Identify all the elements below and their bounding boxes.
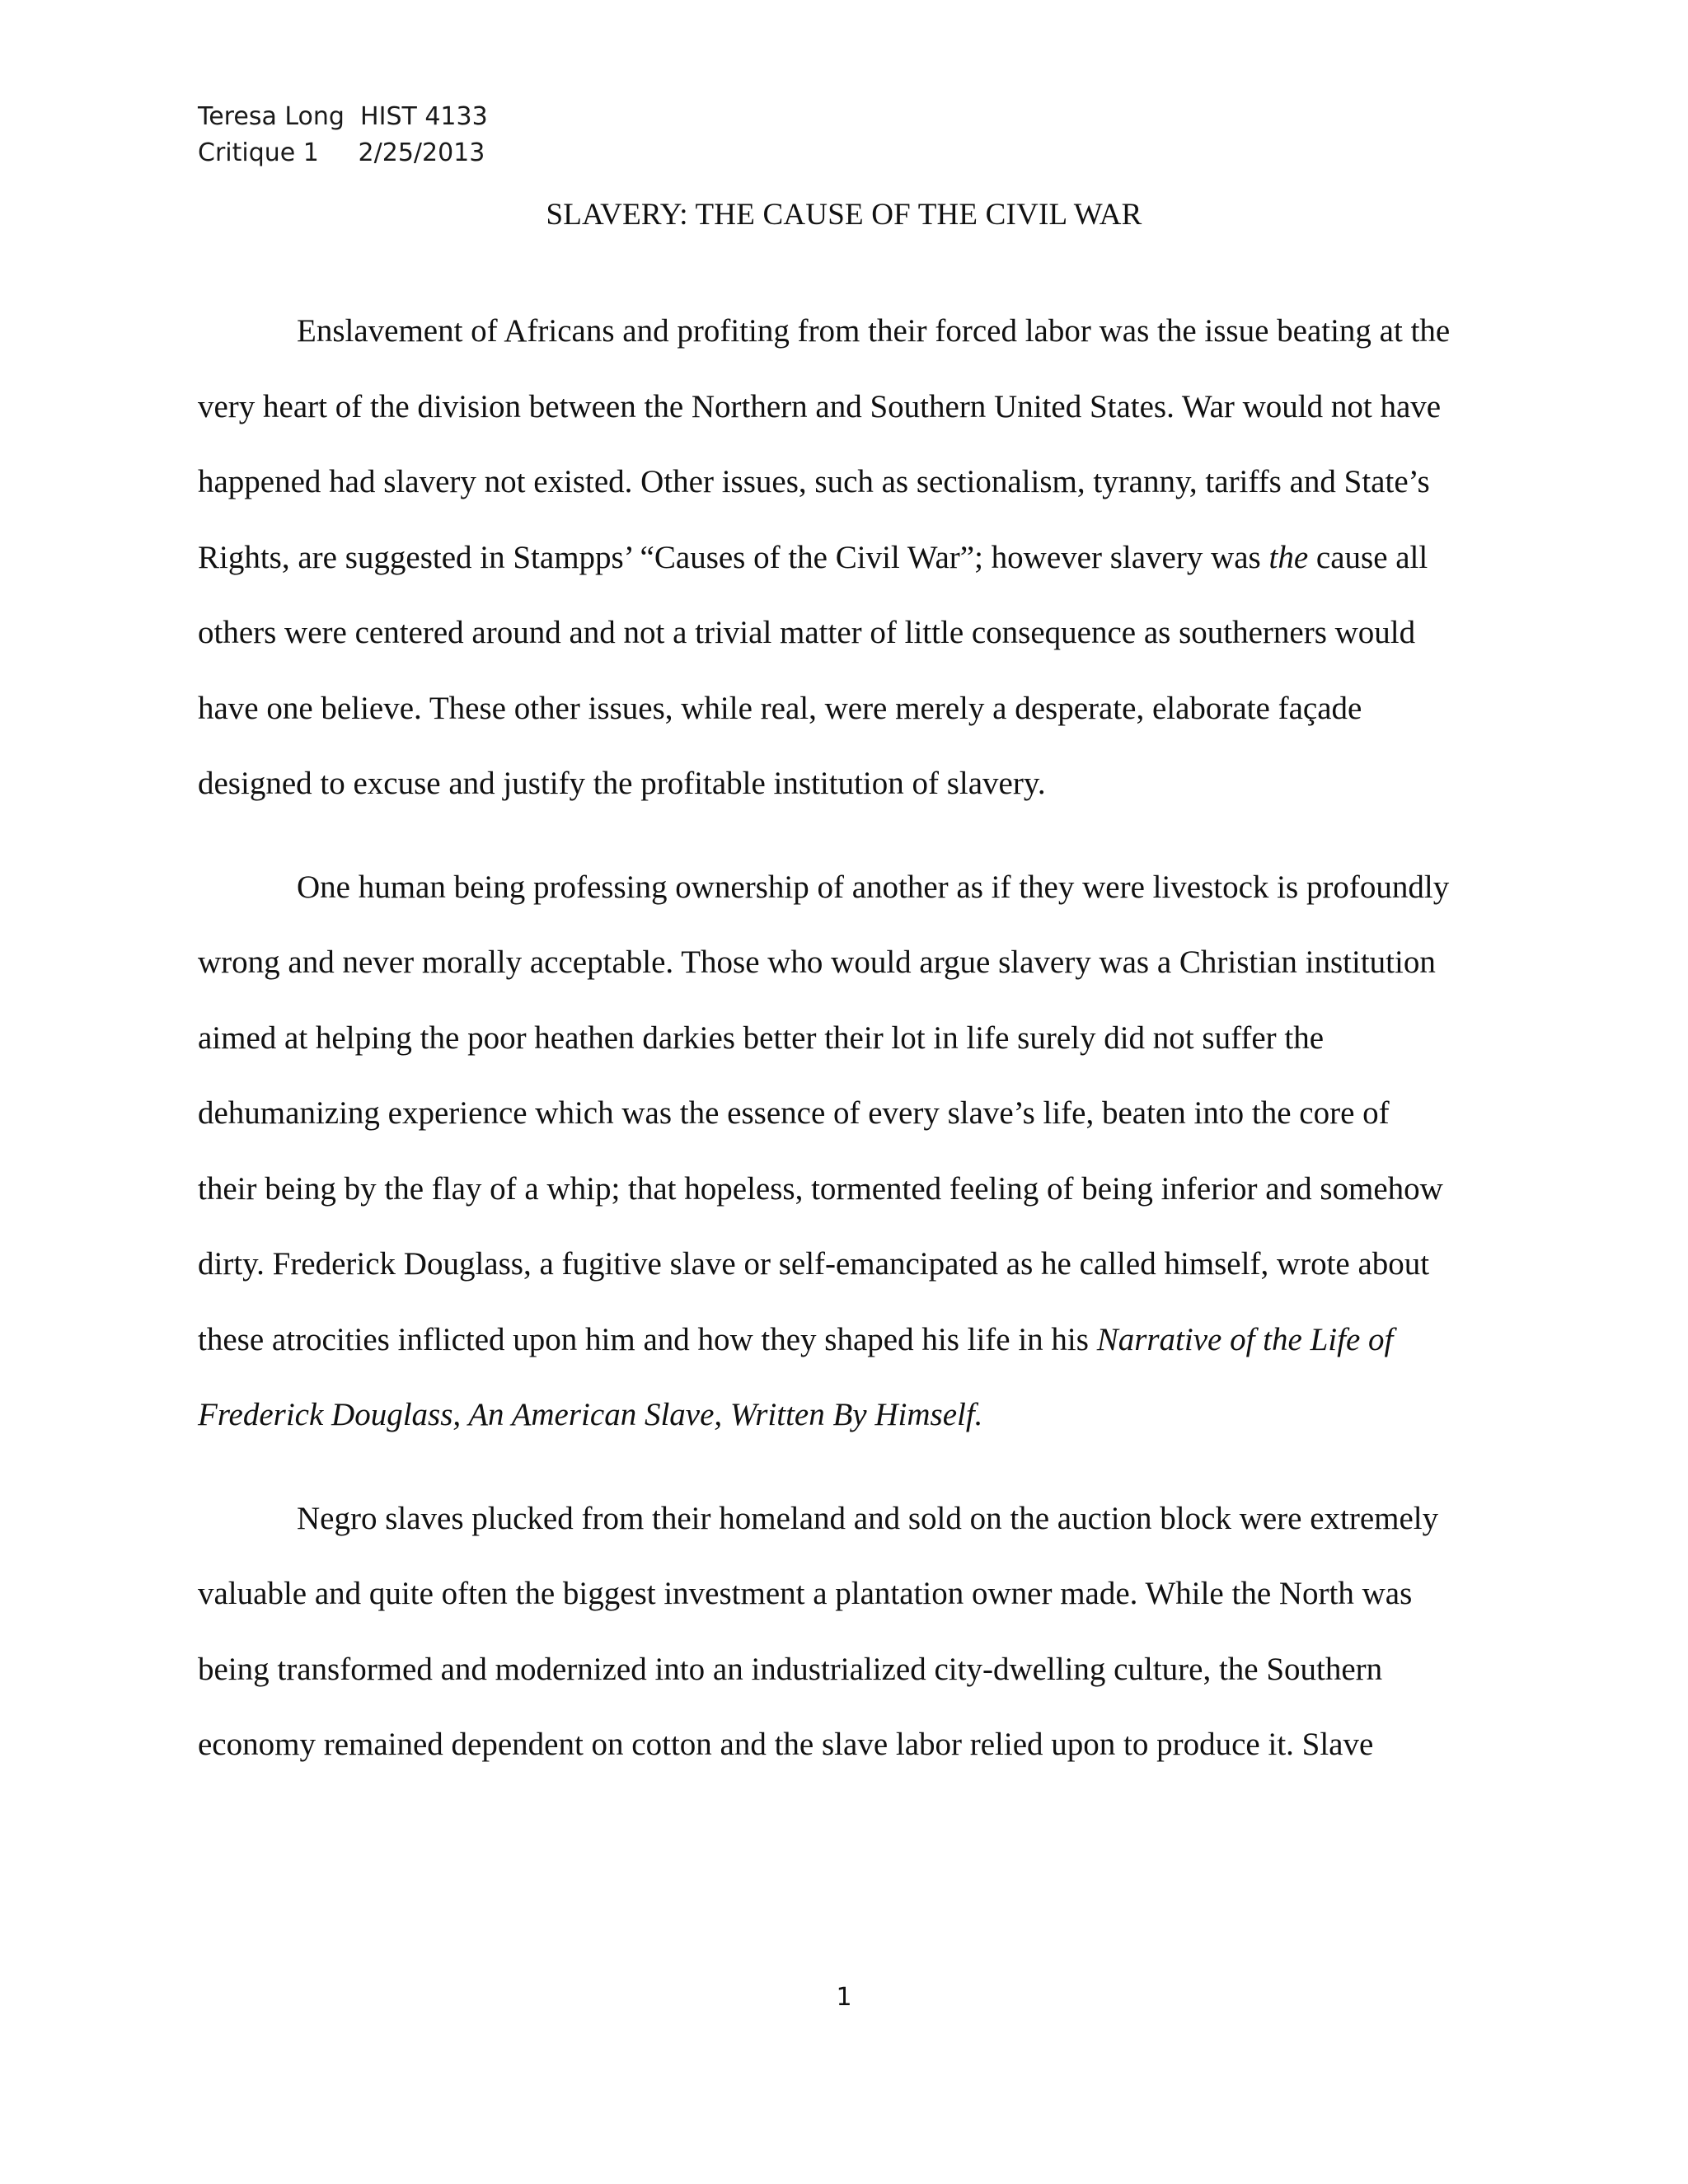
header-author-course: Teresa Long HIST 4133 (198, 102, 488, 131)
book-title-italic: Narrative of the Life of (1096, 1321, 1394, 1357)
paragraph-line: Enslavement of Africans and profiting from their forced labor was the issue beating at the (297, 313, 1451, 349)
paragraph-line: very heart of the division between the Northern and Southern United States. War would not have (198, 388, 1442, 424)
paragraph-line: economy remained dependent on cotton and the slave labor relied upon to produce it. Slave (198, 1727, 1374, 1762)
document-body (198, 293, 1517, 1811)
paragraph-line: have one believe. These other issues, while real, were merely a desperate, elaborate façade (198, 690, 1362, 726)
italic-text: the (1268, 539, 1309, 575)
paragraph-line: happened had slavery not existed. Other issues, such as sectionalism, tyranny, tariffs and State’s (198, 464, 1430, 499)
book-title-italic: Frederick Douglass, An American Slave, Written By Himself. (198, 1397, 983, 1432)
paragraph-line (198, 1377, 1517, 1453)
paragraph-line: aimed at helping the poor heathen darkies better their lot in life surely did not suffer the (198, 1019, 1325, 1056)
line-text: these atrocities inflicted upon him and how they shaped his life in his (198, 1321, 1097, 1357)
page-number: 1 (836, 1983, 852, 2012)
paragraph-line: being transformed and modernized into an industrialized city-dwelling culture, the Southern (198, 1651, 1383, 1687)
document-header (198, 99, 488, 171)
paragraph-line (198, 1302, 1517, 1378)
paragraph-1 (198, 293, 1517, 822)
header-assignment-date: Critique 1 2/25/2013 (198, 138, 485, 167)
paragraph-line: Negro slaves plucked from their homeland and sold on the auction block were extremely (297, 1500, 1439, 1536)
document-title: SLAVERY: THE CAUSE OF THE CIVIL WAR (546, 198, 1142, 232)
paragraph-line: designed to excuse and justify the profitable institution of slavery. (198, 766, 1046, 801)
paragraph-line: others were centered around and not a trivial matter of little consequence as southerners would (198, 615, 1416, 650)
paragraph-line: dirty. Frederick Douglass, a fugitive slave or self-emancipated as he called himself, wrote about (198, 1246, 1430, 1282)
paragraph-3 (198, 1481, 1517, 1783)
paragraph-line: their being by the flay of a whip; that hopeless, tormented feeling of being inferior and somehow (198, 1170, 1443, 1207)
paragraph-line: One human being professing ownership of another as if they were livestock is profoundly (297, 869, 1450, 905)
paragraph-line: dehumanizing experience which was the essence of every slave’s life, beaten into the core of (198, 1095, 1390, 1131)
line-text: cause all (1308, 539, 1428, 575)
line-text: Rights, are suggested in Stampps’ “Causes of the Civil War”; however slavery was (198, 539, 1269, 575)
paragraph-line: valuable and quite often the biggest investment a plantation owner made. While the North was (198, 1576, 1413, 1611)
paragraph-line (198, 520, 1517, 596)
paragraph-line: wrong and never morally acceptable. Those who would argue slavery was a Christian institution (198, 944, 1436, 980)
paragraph-2 (198, 850, 1517, 1453)
